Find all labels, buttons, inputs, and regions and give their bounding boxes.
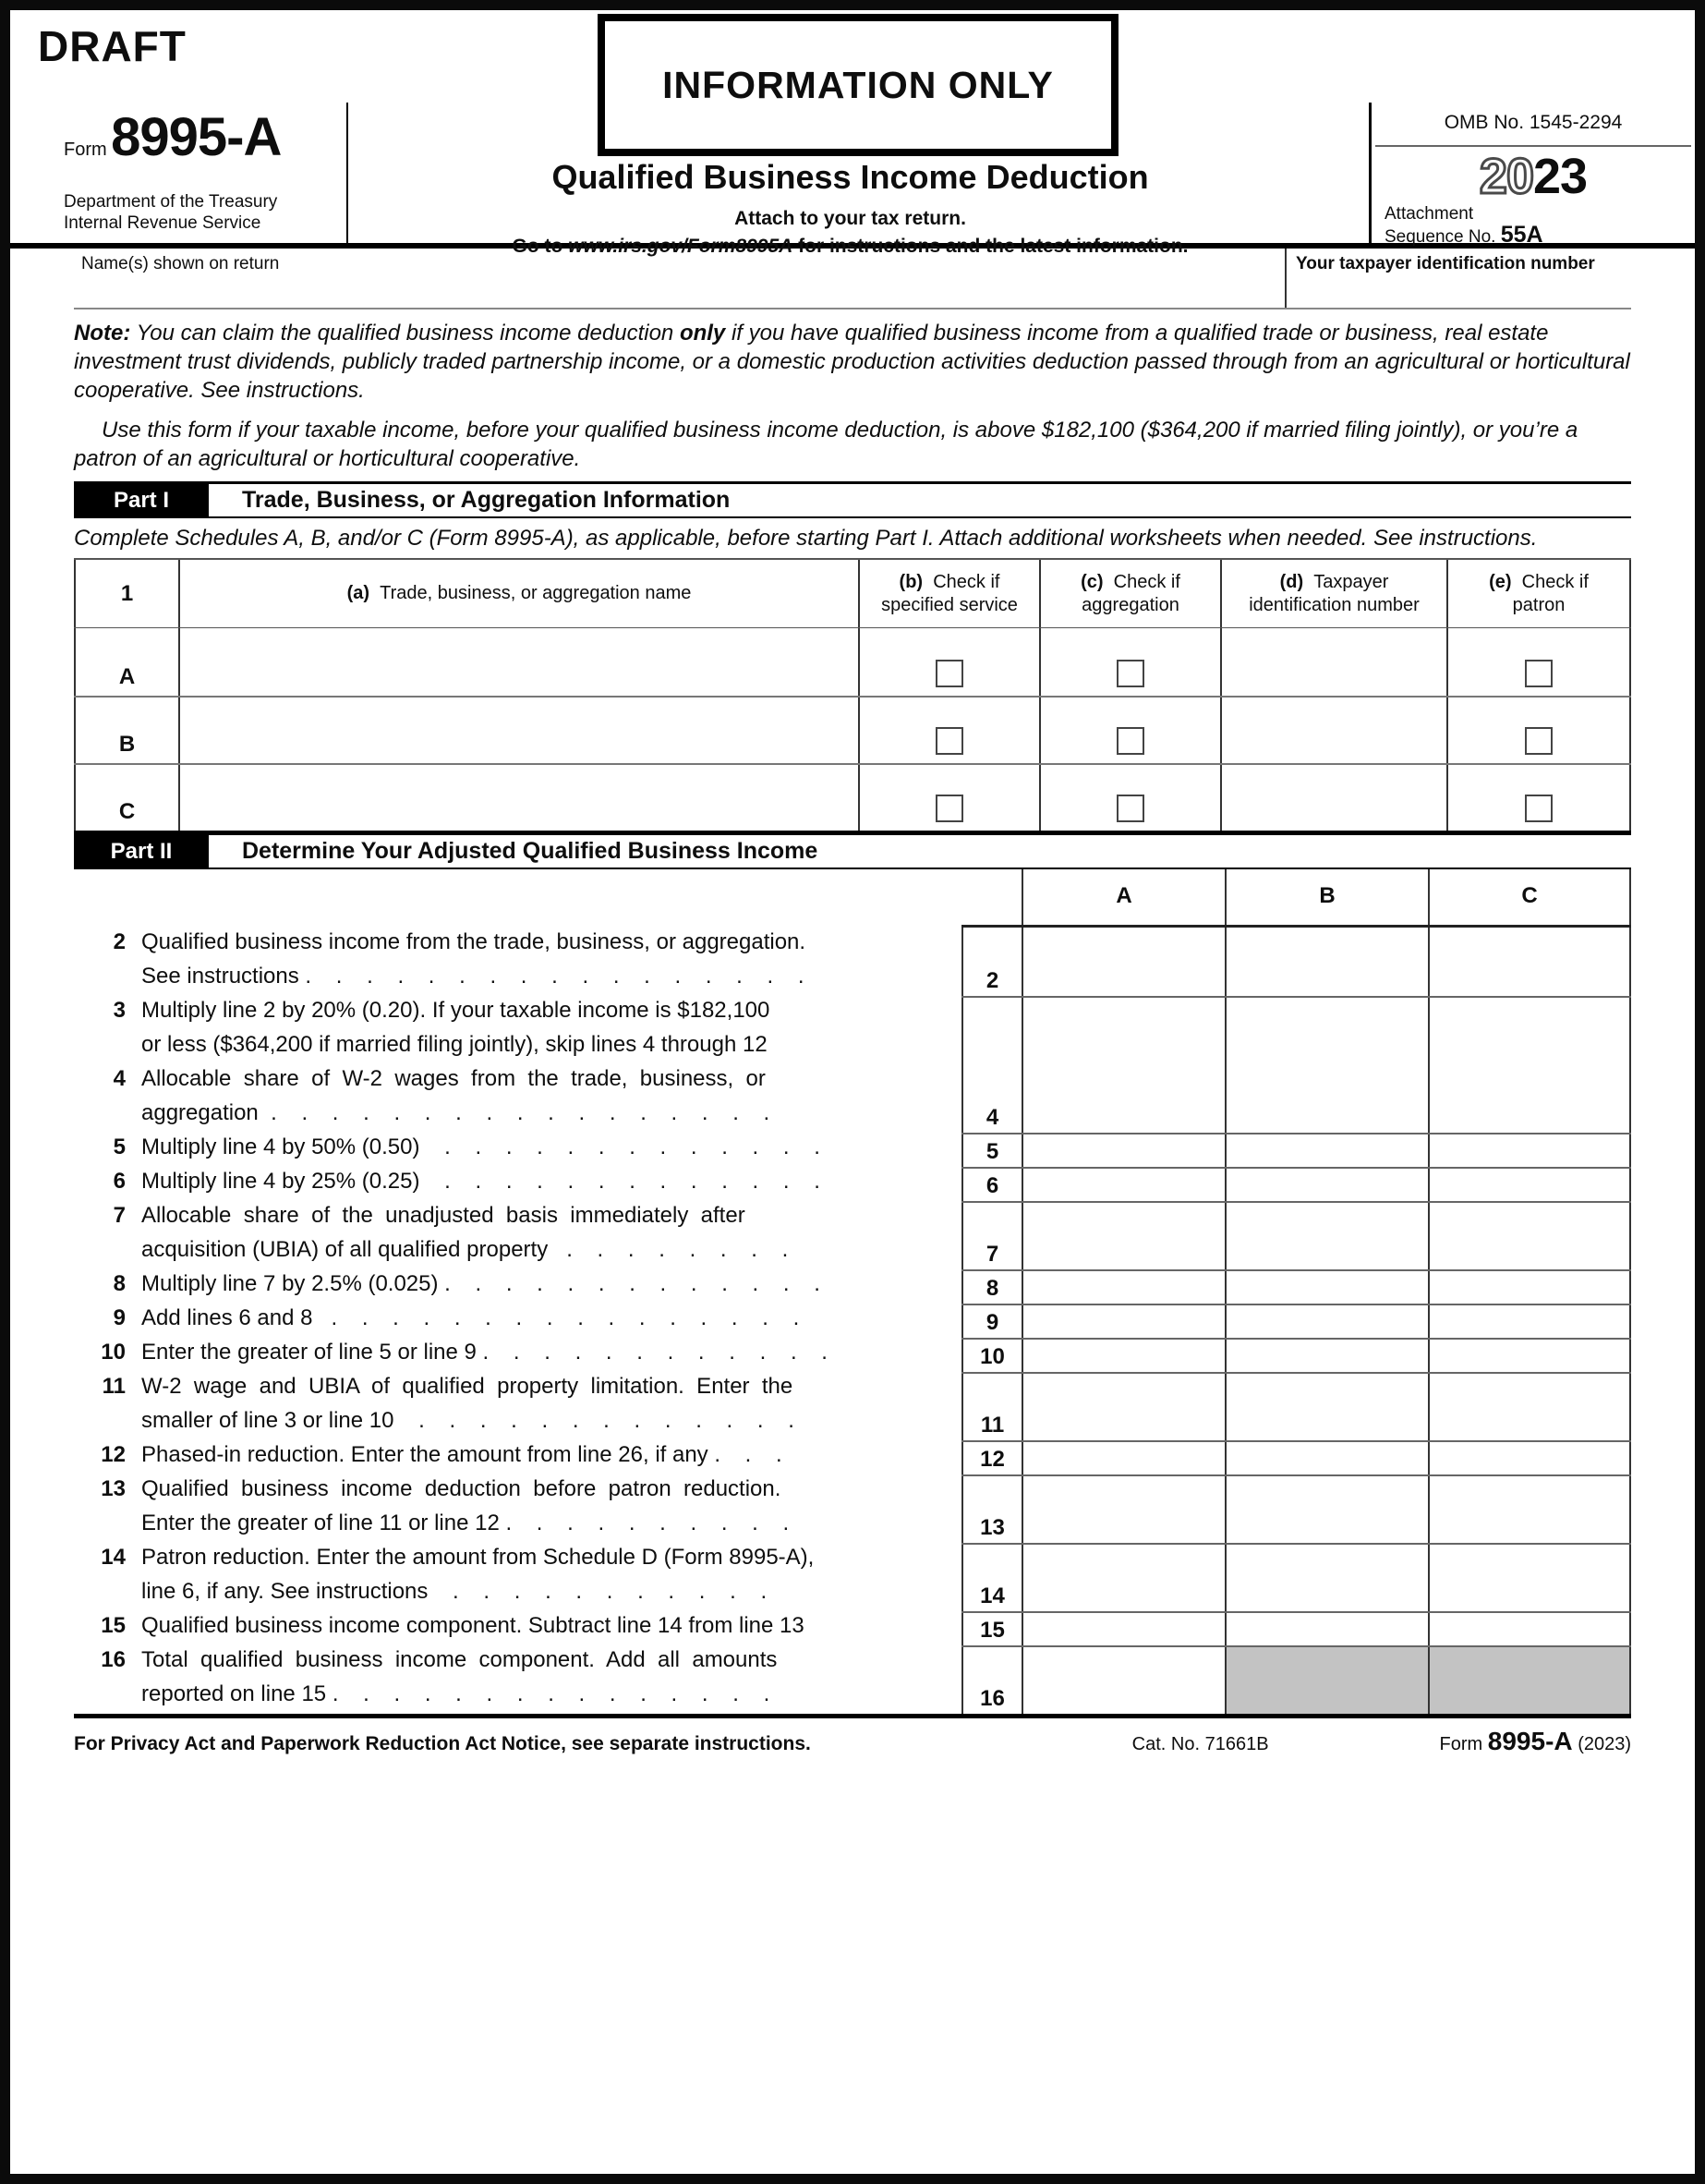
line-13-label xyxy=(141,1472,961,1540)
form-number: 8995-A xyxy=(111,107,282,167)
p2-line-10-col-B-input[interactable] xyxy=(1225,1340,1428,1372)
footer-form-id: Form 8995-A (2023) xyxy=(1439,1727,1631,1755)
p1-B-patron-checkbox[interactable] xyxy=(1525,727,1553,755)
p1-C-tin-input[interactable] xyxy=(1220,765,1446,831)
grid-row-12 xyxy=(961,1440,1631,1474)
part2-line-15 xyxy=(74,1608,961,1643)
part1-instructions-text: Complete Schedules A, B, and/or C (Form 8995-A), as applicable, before starting Part I. Attach additional worksheets when needed. See instructions. xyxy=(74,526,1538,551)
p1-B-patron-cell xyxy=(1446,698,1631,763)
row-letter: B xyxy=(118,732,136,757)
p1-B-aggregation-cell xyxy=(1039,698,1220,763)
grid-row-13-number: 13 xyxy=(961,1476,1022,1543)
line-11-number: 11 xyxy=(102,1374,126,1399)
part1-row-A xyxy=(74,628,1631,696)
p2-line-11-col-B-input[interactable] xyxy=(1225,1374,1428,1440)
line-13-text: Enter the greater of line 11 or line 12 . . . . . . . . . . xyxy=(141,1511,790,1535)
line-5-text: Multiply line 4 by 50% (0.50) . . . . . . . . . . . . . xyxy=(141,1134,820,1159)
part2-line-9 xyxy=(74,1301,961,1335)
part2-line-16 xyxy=(74,1643,961,1711)
grid-row-9-number: 9 xyxy=(961,1305,1022,1338)
p2-line-2-col-B-input[interactable] xyxy=(1225,928,1428,996)
note-text-1: You can claim the qualified business income deduction xyxy=(130,321,680,346)
grid-row-5 xyxy=(961,1133,1631,1167)
line-16-text: reported on line 15 . . . . . . . . . . . . . . . xyxy=(141,1681,770,1706)
part1-title: Trade, Business, or Aggregation Information xyxy=(242,487,731,513)
grid-row-10-number: 10 xyxy=(961,1340,1022,1372)
line-3-text: or less ($364,200 if married filing jointly), skip lines 4 through 12 xyxy=(141,1032,768,1057)
p1-C-name-input[interactable] xyxy=(178,765,858,831)
agency-block xyxy=(64,191,277,234)
line-7-text: acquisition (UBIA) of all qualified property . . . . . . . . xyxy=(141,1237,789,1262)
grid-row-8 xyxy=(961,1269,1631,1304)
p2-line-12-col-C-input[interactable] xyxy=(1428,1442,1631,1474)
p1-A-patron-cell xyxy=(1446,628,1631,696)
p1-B-specified-service-checkbox[interactable] xyxy=(936,727,963,755)
part2-grid xyxy=(961,869,1631,1714)
line-7-text: Allocable share of the unadjusted basis immediately after xyxy=(141,1203,745,1228)
p2-line-5-col-B-input[interactable] xyxy=(1225,1134,1428,1167)
line-11-text: W-2 wage and UBIA of qualified property limitation. Enter the xyxy=(141,1374,793,1399)
p2-line-5-col-C-input[interactable] xyxy=(1428,1134,1631,1167)
p2-line-15-col-A-input[interactable] xyxy=(1022,1613,1225,1645)
line-7-label xyxy=(141,1198,961,1267)
p2-line-8-col-C-input[interactable] xyxy=(1428,1271,1631,1304)
part1-instructions xyxy=(74,524,1631,552)
line-10-text: Enter the greater of line 5 or line 9 . . . . . . . . . . . . xyxy=(141,1340,828,1365)
part2-line-7 xyxy=(74,1198,961,1267)
grid-col-header-B: B xyxy=(1225,869,1428,925)
dept-line1: Department of the Treasury xyxy=(64,192,278,212)
p2-line-7-col-A-input[interactable] xyxy=(1022,1203,1225,1269)
p1-C-specified-service-checkbox[interactable] xyxy=(936,795,963,822)
p1-C-patron-checkbox[interactable] xyxy=(1525,795,1553,822)
part1-row-letter-B xyxy=(74,698,178,763)
p2-line-7-col-C-input[interactable] xyxy=(1428,1203,1631,1269)
line-2-text: Qualified business income from the trade, business, or aggregation. xyxy=(141,929,806,954)
form-header xyxy=(10,10,1695,257)
p2-line-8-col-B-input[interactable] xyxy=(1225,1271,1428,1304)
p2-line-7-col-B-input[interactable] xyxy=(1225,1203,1428,1269)
grid-row-10 xyxy=(961,1338,1631,1372)
grid-row-2-number: 2 xyxy=(961,928,1022,996)
note-bold-word: only xyxy=(679,321,726,346)
p2-line-2-col-C-input[interactable] xyxy=(1428,928,1631,996)
part1-row-B xyxy=(74,696,1631,763)
row-letter: A xyxy=(118,664,136,689)
grid-col-header-C: C xyxy=(1428,869,1631,925)
line-3-number: 3 xyxy=(113,998,126,1023)
part1-table xyxy=(74,558,1631,835)
grid-row-11-number: 11 xyxy=(961,1374,1022,1440)
grid-row-4 xyxy=(961,996,1631,1133)
part1-line1-number xyxy=(74,560,178,627)
dept-line2: Internal Revenue Service xyxy=(64,213,261,233)
tax-year xyxy=(1372,151,1695,202)
tin-field-label: Your taxpayer identification number xyxy=(1296,254,1595,273)
line-6-text: Multiply line 4 by 25% (0.25) . . . . . . . . . . . . . xyxy=(141,1169,820,1194)
year-outline-part: 20 xyxy=(1479,149,1533,204)
line-2-number: 2 xyxy=(113,929,126,954)
p1-C-patron-cell xyxy=(1446,765,1631,831)
line1-number: 1 xyxy=(120,580,134,606)
p1-A-aggregation-cell xyxy=(1039,628,1220,696)
grid-row-9 xyxy=(961,1304,1631,1338)
p2-line-9-col-C-input[interactable] xyxy=(1428,1305,1631,1338)
p2-line-6-col-C-input[interactable] xyxy=(1428,1169,1631,1201)
col-c-header: (c) Check if aggregation xyxy=(1039,560,1220,627)
line-12-label xyxy=(141,1438,961,1472)
part2-line-4 xyxy=(74,1062,961,1130)
p2-line-16-col-A-input[interactable] xyxy=(1022,1647,1225,1714)
grid-row-12-number: 12 xyxy=(961,1442,1022,1474)
p1-A-patron-checkbox[interactable] xyxy=(1525,660,1553,687)
part2-region xyxy=(74,869,1631,1714)
grid-row-6-number: 6 xyxy=(961,1169,1022,1201)
attachment-label: Attachment xyxy=(1385,204,1474,224)
p2-line-13-col-A-input[interactable] xyxy=(1022,1476,1225,1543)
line-13-text: Qualified business income deduction before patron reduction. xyxy=(141,1476,781,1501)
p2-line-4-col-B-input[interactable] xyxy=(1225,998,1428,1133)
note-paragraph xyxy=(74,319,1631,405)
line-2-text: See instructions . . . . . . . . . . . . . . . . . xyxy=(141,964,804,989)
line-9-label xyxy=(141,1301,961,1335)
line-8-text: Multiply line 7 by 2.5% (0.025) . . . . . . . . . . . . . xyxy=(141,1271,820,1296)
part1-row-letter-C xyxy=(74,765,178,831)
part2-line-12 xyxy=(74,1438,961,1472)
sequence-label: Sequence No. xyxy=(1385,227,1496,247)
line-15-text: Qualified business income component. Subtract line 14 from line 13 xyxy=(141,1613,804,1638)
p1-B-tin-input[interactable] xyxy=(1220,698,1446,763)
line-6-number: 6 xyxy=(113,1169,126,1194)
p1-B-name-input[interactable] xyxy=(178,698,858,763)
part1-header-row xyxy=(74,560,1631,628)
p2-line-5-col-A-input[interactable] xyxy=(1022,1134,1225,1167)
grid-header-spacer xyxy=(961,869,1022,925)
part2-line-5 xyxy=(74,1130,961,1164)
col-d-header: (d) Taxpayer identification number xyxy=(1220,560,1446,627)
p2-line-14-col-C-input[interactable] xyxy=(1428,1545,1631,1611)
p1-C-aggregation-cell xyxy=(1039,765,1220,831)
grid-row-11 xyxy=(961,1372,1631,1440)
p2-line-4-col-A-input[interactable] xyxy=(1022,998,1225,1133)
part1-row-letter-A xyxy=(74,628,178,696)
p1-B-specified-service-cell xyxy=(858,698,1039,763)
goto-suffix: for instructions and the latest information. xyxy=(792,236,1189,257)
information-only-banner xyxy=(598,14,1119,156)
grid-col-header-A: A xyxy=(1022,869,1225,925)
attach-instruction: Attach to your tax return. xyxy=(734,208,966,229)
col-e-header: (e) Check if patron xyxy=(1446,560,1631,627)
part2-line-13 xyxy=(74,1472,961,1540)
line-8-number: 8 xyxy=(113,1271,126,1296)
line-8-label xyxy=(141,1267,961,1301)
p2-line-6-col-A-input[interactable] xyxy=(1022,1169,1225,1201)
part2-line-10 xyxy=(74,1335,961,1369)
p2-line-12-col-B-input[interactable] xyxy=(1225,1442,1428,1474)
p1-A-specified-service-cell xyxy=(858,628,1039,696)
p1-A-tin-input[interactable] xyxy=(1220,628,1446,696)
line-2-label xyxy=(141,925,961,993)
note-label: Note: xyxy=(74,321,131,346)
name-field-label: Name(s) shown on return xyxy=(81,254,280,273)
line-7-number: 7 xyxy=(113,1203,126,1228)
note-text-2: if you have qualified business income from a qualified trade or business, real estate investment trust dividends, publicly traded partnership income, or a domestic production activities deduction passed through from an agricultural or horticultural cooperative. See instructions. xyxy=(74,321,1630,403)
form-title: Qualified Business Income Deduction xyxy=(551,158,1149,196)
p2-line-13-col-B-input[interactable] xyxy=(1225,1476,1428,1543)
grid-row-15-number: 15 xyxy=(961,1613,1022,1645)
line-4-number: 4 xyxy=(113,1066,126,1091)
catalog-number: Cat. No. 71661B xyxy=(1131,1734,1269,1754)
line-9-number: 9 xyxy=(113,1305,126,1330)
line-4-label xyxy=(141,1062,961,1130)
line-11-label xyxy=(141,1369,961,1438)
line-14-text: Patron reduction. Enter the amount from Schedule D (Form 8995-A), xyxy=(141,1545,815,1570)
line-10-label xyxy=(141,1335,961,1369)
line-5-label xyxy=(141,1130,961,1164)
line-3-text: Multiply line 2 by 20% (0.20). If your taxable income is $182,100 xyxy=(141,998,770,1023)
col-a-header: (a) Trade, business, or aggregation name xyxy=(178,560,858,627)
grid-row-14-number: 14 xyxy=(961,1545,1022,1611)
p2-line-10-col-C-input[interactable] xyxy=(1428,1340,1631,1372)
line-14-text: line 6, if any. See instructions . . . . . . . . . . . xyxy=(141,1579,768,1604)
p2-line-11-col-C-input[interactable] xyxy=(1428,1374,1631,1440)
part1-bar xyxy=(74,481,1631,518)
part2-bar xyxy=(74,835,1631,869)
grid-row-8-number: 8 xyxy=(961,1271,1022,1304)
form-number-block xyxy=(64,106,341,168)
header-divider-left xyxy=(346,103,348,243)
line-9-text: Add lines 6 and 8 . . . . . . . . . . . . . . . . xyxy=(141,1305,800,1330)
grid-row-16 xyxy=(961,1645,1631,1714)
p2-line-10-col-A-input[interactable] xyxy=(1022,1340,1225,1372)
p1-A-aggregation-checkbox[interactable] xyxy=(1117,660,1144,687)
part2-line-14 xyxy=(74,1540,961,1608)
line-5-number: 5 xyxy=(113,1134,126,1159)
part2-line-11 xyxy=(74,1369,961,1438)
omb-number: OMB No. 1545-2294 xyxy=(1375,103,1691,147)
p1-A-specified-service-checkbox[interactable] xyxy=(936,660,963,687)
form-word: Form xyxy=(64,140,107,160)
p2-line-9-col-B-input[interactable] xyxy=(1225,1305,1428,1338)
p2-line-14-col-A-input[interactable] xyxy=(1022,1545,1225,1611)
p2-line-9-col-A-input[interactable] xyxy=(1022,1305,1225,1338)
grid-row-2 xyxy=(961,928,1631,996)
p1-A-name-input[interactable] xyxy=(178,628,858,696)
p2-line-4-col-C-input[interactable] xyxy=(1428,998,1631,1133)
line-4-text: Allocable share of W-2 wages from the trade, business, or xyxy=(141,1066,766,1091)
col-b-header: (b) Check if specified service xyxy=(858,560,1039,627)
grid-row-6 xyxy=(961,1167,1631,1201)
p1-B-aggregation-checkbox[interactable] xyxy=(1117,727,1144,755)
privacy-notice: For Privacy Act and Paperwork Reduction Act Notice, see separate instructions. xyxy=(74,1733,811,1754)
p1-C-specified-service-cell xyxy=(858,765,1039,831)
p2-line-15-col-C-input[interactable] xyxy=(1428,1613,1631,1645)
grid-row-4-number: 4 xyxy=(961,998,1022,1133)
line-16-text: Total qualified business income component. Add all amounts xyxy=(141,1647,778,1672)
line-6-label xyxy=(141,1164,961,1198)
line-14-label xyxy=(141,1540,961,1608)
p1-C-aggregation-checkbox[interactable] xyxy=(1117,795,1144,822)
grid-row-5-number: 5 xyxy=(961,1134,1022,1167)
part1-label: Part I xyxy=(74,484,209,516)
information-only-text: INFORMATION ONLY xyxy=(662,63,1054,106)
p2-line-12-col-A-input[interactable] xyxy=(1022,1442,1225,1474)
line-12-text: Phased-in reduction. Enter the amount from line 26, if any . . . xyxy=(141,1442,782,1467)
header-center xyxy=(352,158,1348,258)
part2-line-2 xyxy=(74,925,961,993)
part2-line-items xyxy=(74,925,961,1711)
p2-line-2-col-A-input[interactable] xyxy=(1022,928,1225,996)
form-footer xyxy=(74,1714,1631,1756)
p2-line-14-col-B-input[interactable] xyxy=(1225,1545,1428,1611)
part2-line-3 xyxy=(74,993,961,1062)
irs-url: www.irs.gov/Form8995A xyxy=(568,236,793,257)
row-letter: C xyxy=(118,799,136,824)
use-form-paragraph xyxy=(74,416,1631,473)
line-16-number: 16 xyxy=(101,1647,126,1672)
p2-line-16-col-B-disabled xyxy=(1225,1647,1428,1714)
attachment-sequence xyxy=(1385,204,1695,248)
line-4-text: aggregation . . . . . . . . . . . . . . . . . xyxy=(141,1100,770,1125)
line-15-label xyxy=(141,1608,961,1643)
line-13-number: 13 xyxy=(101,1476,126,1501)
use-form-text: Use this form if your taxable income, before your qualified business income deduction, is above $182,100 ($364,200 if married filing jointly), or you’re a patron of an agricultural or horticultural cooperative. xyxy=(74,418,1578,471)
line-14-number: 14 xyxy=(101,1545,126,1570)
grid-row-7-number: 7 xyxy=(961,1203,1022,1269)
part2-label: Part II xyxy=(74,835,209,868)
line-15-number: 15 xyxy=(101,1613,126,1638)
part1-row-C xyxy=(74,763,1631,831)
p2-line-8-col-A-input[interactable] xyxy=(1022,1271,1225,1304)
goto-prefix: Go to xyxy=(512,236,569,257)
p2-line-11-col-A-input[interactable] xyxy=(1022,1374,1225,1440)
header-right xyxy=(1372,103,1695,248)
grid-row-15 xyxy=(961,1611,1631,1645)
line-10-number: 10 xyxy=(101,1340,126,1365)
grid-row-14 xyxy=(961,1543,1631,1611)
p2-line-13-col-C-input[interactable] xyxy=(1428,1476,1631,1543)
p2-line-16-col-C-disabled xyxy=(1428,1647,1631,1714)
line-16-label xyxy=(141,1643,961,1711)
line-3-label xyxy=(141,993,961,1062)
p2-line-15-col-B-input[interactable] xyxy=(1225,1613,1428,1645)
part2-line-6 xyxy=(74,1164,961,1198)
year-bold-part: 23 xyxy=(1533,149,1588,204)
p2-line-6-col-B-input[interactable] xyxy=(1225,1169,1428,1201)
part2-grid-header xyxy=(961,869,1631,925)
goto-instruction xyxy=(352,236,1348,258)
form-body xyxy=(74,249,1631,1756)
line-12-number: 12 xyxy=(101,1442,126,1467)
line-11-text: smaller of line 3 or line 10 . . . . . . . . . . . . . xyxy=(141,1408,794,1433)
grid-row-16-number: 16 xyxy=(961,1647,1022,1714)
draft-watermark: DRAFT xyxy=(38,22,187,70)
grid-row-7 xyxy=(961,1201,1631,1269)
part2-line-8 xyxy=(74,1267,961,1301)
sequence-number: 55A xyxy=(1500,222,1543,248)
grid-row-13 xyxy=(961,1474,1631,1543)
part2-title: Determine Your Adjusted Qualified Business Income xyxy=(242,838,818,864)
